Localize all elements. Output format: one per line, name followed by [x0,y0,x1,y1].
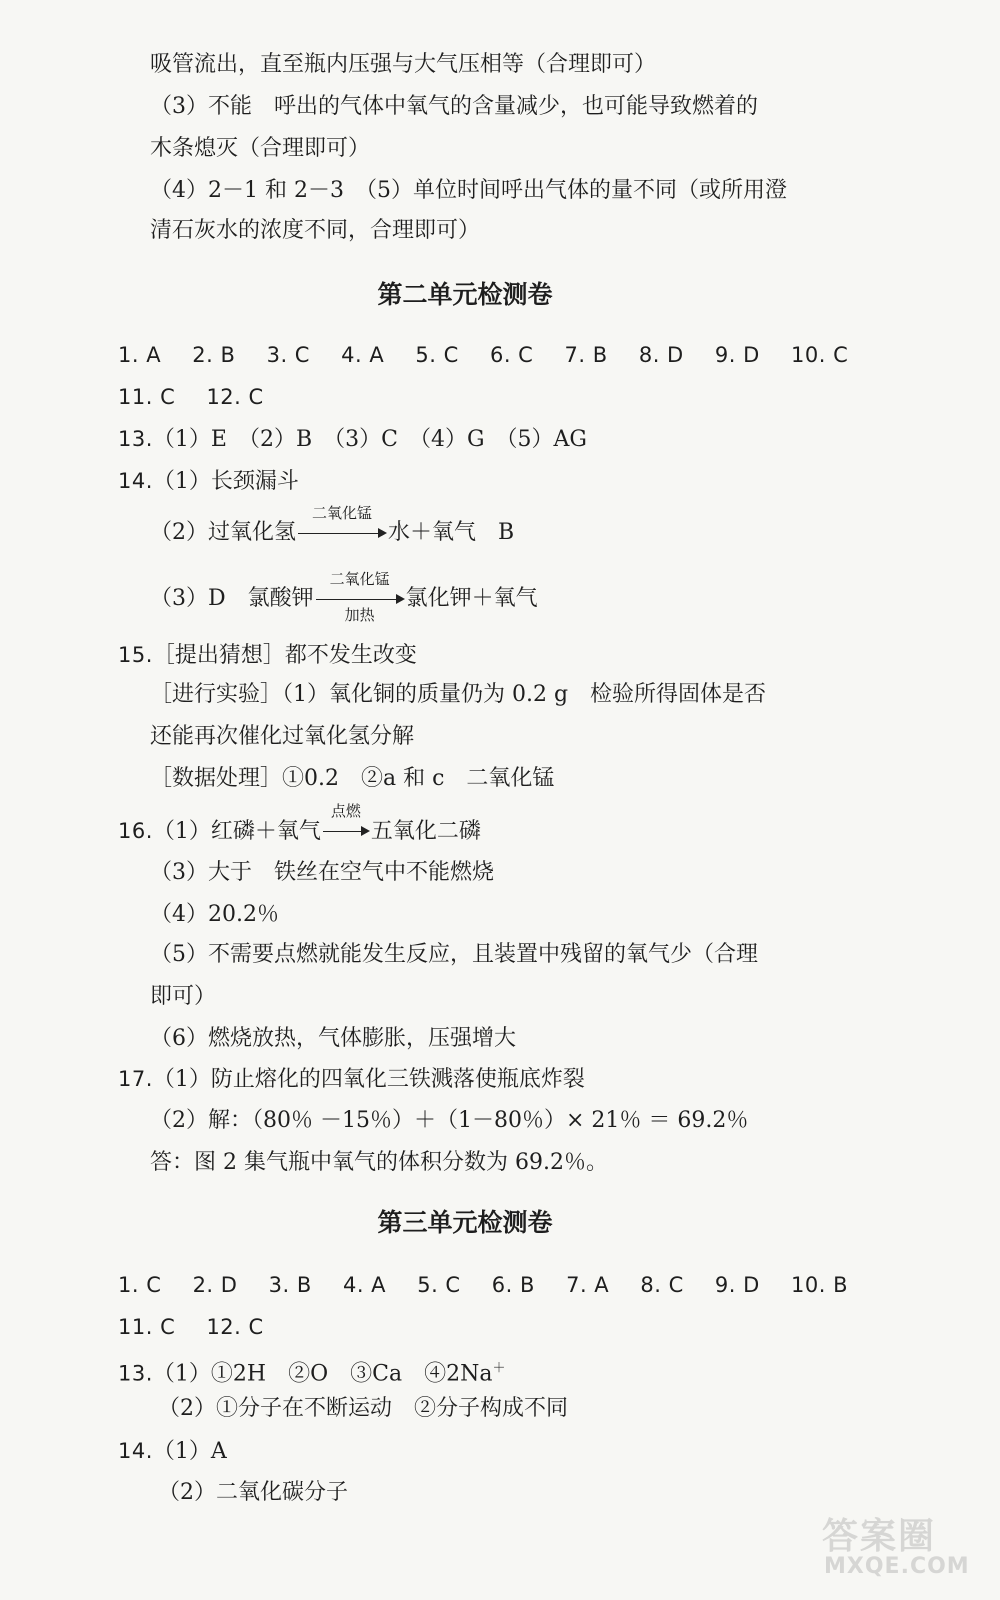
product: 五氧化二磷 [370,819,481,844]
text-line: （5）不需要点燃就能发生反应，且装置中残留的氧气少（合理 [150,942,758,967]
text-line: ［数据处理］①0.2 ②a 和 c 二氧化锰 [150,766,555,791]
product: 水＋氧气 B [388,520,515,545]
text-line: （2）解：（80％ －15％）＋（1－80％）× 21％ ＝ 69.2％ [150,1108,749,1133]
question-number: 16. [118,819,153,843]
product: 氯化钾＋氧气 [405,586,538,611]
reactant: （1）红磷＋氧气 [152,819,321,844]
watermark-text: 答案圈 [822,1516,937,1557]
text-line: ［进行实验］（1）氧化铜的质量仍为 0.2 g 检验所得固体是否 [150,682,767,707]
text-line: 木条熄灭（合理即可） [150,136,371,161]
q14-equation-1 [150,504,515,548]
unit2-answers-row2 [118,382,264,412]
q15-line1 [118,640,417,671]
reaction-arrow [296,504,388,548]
question-number: 14. [118,1439,153,1463]
watermark-url: MXQE.COM [824,1554,970,1579]
text-line: 即可） [150,984,217,1009]
q16-line1 [118,802,481,847]
answer-text: （1）E （2）B （3）C （4）G （5）AG [152,427,587,452]
answer-item: 1. C [118,1273,162,1297]
answer-item: 9. D [714,343,760,367]
answer-item: 9. D [714,1273,760,1297]
answer-text: ［提出猜想］都不发生改变 [152,643,417,668]
text-line: （4）20.2％ [150,902,279,927]
text-line: 吸管流出，直至瓶内压强与大气压相等（合理即可） [150,52,657,77]
answer-item: 8. C [640,1273,684,1297]
condition-label: 点燃 [330,802,361,820]
unit2-title: 第二单元检测卷 [377,280,553,309]
answer-item: 5. C [417,1273,461,1297]
answer-item: 2. B [192,343,236,367]
reaction-arrow [314,570,406,624]
answer-item: 7. A [566,1273,610,1297]
text-line: （2）①分子在不断运动 ②分子构成不同 [158,1396,568,1421]
question-number: 14. [118,469,153,493]
text-line: （4）2－1 和 2－3 （5）单位时间呼出气体的量不同（或所用澄 [150,178,787,203]
text-line: 清石灰水的浓度不同，合理即可） [150,218,481,243]
text-line: （6）燃烧放热，气体膨胀，压强增大 [150,1026,516,1051]
answer-item: 12. C [206,1315,264,1339]
watermark-logo [818,1508,986,1590]
answer-item: 1. A [118,343,162,367]
reactant: （3）D 氯酸钾 [150,586,314,611]
unit3-answers-row1 [118,1270,848,1300]
answer-item: 6. B [491,1273,535,1297]
answer-item: 3. B [268,1273,312,1297]
answer-item: 8. D [638,343,684,367]
text-line: 还能再次催化过氧化氢分解 [150,724,415,749]
question-number: 15. [118,643,153,667]
q14-equation-2 [150,570,538,624]
question-number: 13. [118,1361,153,1386]
answer-item: 7. B [564,343,608,367]
q14-line1 [118,466,299,497]
answer-item: 11. C [118,1315,176,1339]
u3-q14-line1 [118,1436,227,1467]
q17-line1 [118,1064,585,1095]
answer-item: 4. A [342,1273,387,1297]
reactant: （2）过氧化氢 [150,520,296,545]
answer-item: 4. A [341,343,385,367]
answer-item: 5. C [415,343,459,367]
question-number: 17. [118,1067,153,1091]
text-line: （3）大于 铁丝在空气中不能燃烧 [150,860,494,885]
unit2-answers-row1 [118,340,848,370]
answer-item: 6. C [489,343,534,367]
answer-text: （1）防止熔化的四氧化三铁溅落使瓶底炸裂 [152,1067,585,1092]
condition-label: 加热 [344,606,375,624]
answer-item: 3. C [266,343,310,367]
question-number: 13. [118,427,153,451]
answer-item: 10. B [791,1273,848,1297]
answer-item: 12. C [206,385,264,409]
answer-item: 11. C [118,385,176,409]
charge-superscript: ＋ [492,1361,506,1376]
answer-text: （1）①2H ②O ③Ca ④2Na [152,1361,493,1387]
u3-q13-line1 [118,1354,505,1389]
condition-label: 二氧化锰 [311,504,372,522]
reaction-arrow [321,802,371,846]
unit3-title: 第三单元检测卷 [377,1208,553,1237]
answer-text: （1）A [152,1439,227,1464]
answer-text: （1）长颈漏斗 [152,469,299,494]
condition-label: 二氧化锰 [329,570,390,588]
answer-item: 10. C [791,343,849,367]
text-line: 答：图 2 集气瓶中氧气的体积分数为 69.2％。 [150,1150,608,1175]
text-line: （3）不能 呼出的气体中氧气的含量减少，也可能导致燃着的 [150,94,758,119]
q13-line [118,424,587,455]
answer-item: 2. D [192,1273,238,1297]
text-line: （2）二氧化碳分子 [158,1480,348,1505]
unit3-answers-row2 [118,1312,264,1342]
